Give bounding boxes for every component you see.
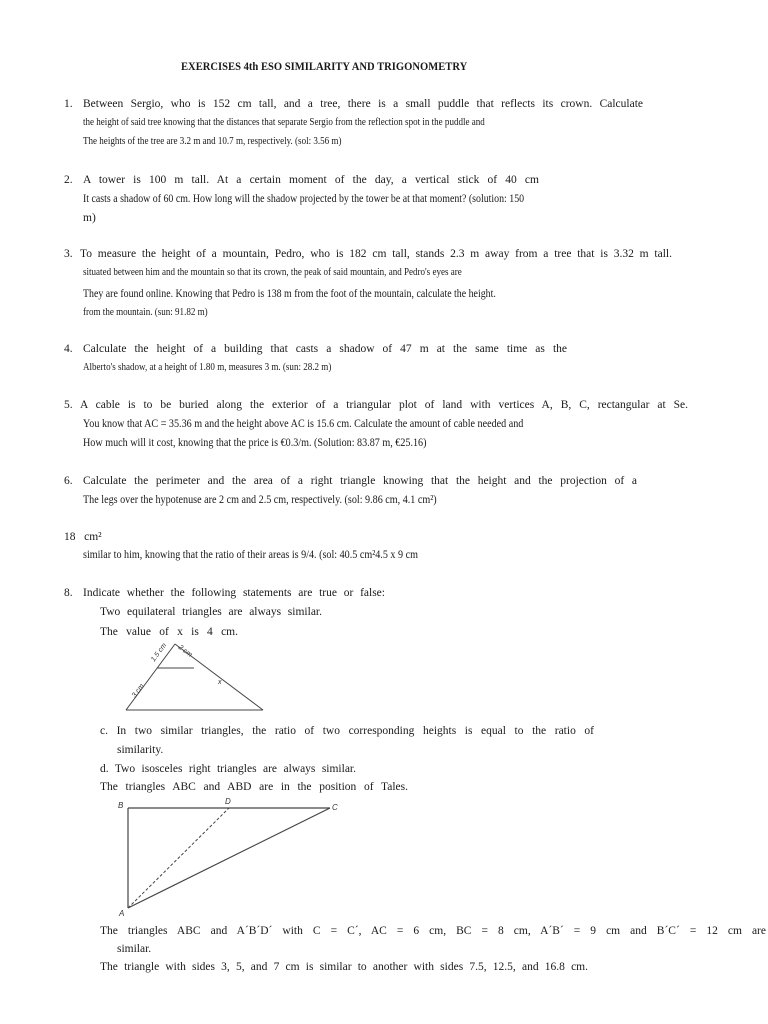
exercise-text-line: Calculate the height of a building that casts a shadow of 47 m at the same time as the bbox=[83, 343, 567, 355]
label-right-top: 2 cm bbox=[176, 644, 194, 659]
segment-ac bbox=[128, 808, 330, 908]
statement-g: The triangle with sides 3, 5, and 7 cm is similar to another with sides 7.5, 12.5, and 16.8 cm. bbox=[100, 961, 588, 973]
exercise-text-line: similar to him, knowing that the ratio of their areas is 9/4. (sol: 40.5 cm²4.5 x 9 cm bbox=[83, 549, 418, 561]
statement-f: The triangles ABC and A´B´D´ with C = C´, AC = 6 cm, BC = 8 cm, A´B´ = 9 cm and B´C´ = 12 cm are bbox=[100, 925, 766, 937]
exercise-text-line: It casts a shadow of 60 cm. How long will the shadow projected by the tower be at that moment? (solution: 150 bbox=[83, 193, 525, 205]
exercise-number: 4. bbox=[64, 343, 73, 355]
vertex-b-label: B bbox=[118, 801, 124, 810]
exercise-text-line: m) bbox=[83, 212, 96, 224]
statement-d: d. Two isosceles right triangles are always similar. bbox=[100, 763, 356, 775]
exercise-text-line: They are found online. Knowing that Pedro is 138 m from the foot of the mountain, calculate the height. bbox=[83, 288, 496, 300]
vertex-c-label: C bbox=[332, 803, 338, 812]
statement-e: The triangles ABC and ABD are in the position of Tales. bbox=[100, 781, 408, 793]
exercise-number: 3. bbox=[64, 248, 73, 260]
exercise-text-line: Between Sergio, who is 152 cm tall, and a tree, there is a small puddle that reflects its crown. Calculate bbox=[83, 98, 643, 110]
triangle-left-side bbox=[126, 644, 175, 710]
label-left-top: 1.5 cm bbox=[150, 642, 169, 664]
segment-ad bbox=[128, 808, 229, 908]
exercise-number: 1. bbox=[64, 98, 73, 110]
vertex-d-label: D bbox=[225, 797, 231, 806]
exercise-text-line: The heights of the tree are 3.2 m and 10.7 m, respectively. (sol: 3.56 m) bbox=[83, 136, 342, 147]
statement-c-continued: similarity. bbox=[117, 744, 164, 756]
exercise-number: 5. bbox=[64, 399, 73, 411]
exercise-number: 6. bbox=[64, 475, 73, 487]
label-left-bottom: 3 cm bbox=[131, 682, 146, 700]
exercise-text-line: A tower is 100 m tall. At a certain moment of the day, a vertical stick of 40 cm bbox=[83, 174, 539, 186]
similar-triangles-figure bbox=[120, 640, 270, 715]
page-title: EXERCISES 4th ESO SIMILARITY AND TRIGONOMETRY bbox=[181, 61, 468, 73]
statement-b: The value of x is 4 cm. bbox=[100, 626, 238, 638]
exercise-number: 2. bbox=[64, 174, 73, 186]
exercise-text-line: Indicate whether the following statements are true or false: bbox=[83, 587, 385, 599]
vertex-a-label: A bbox=[119, 909, 125, 918]
statement-a: Two equilateral triangles are always similar. bbox=[100, 606, 322, 618]
exercise-text-line: the height of said tree knowing that the distances that separate Sergio from the reflection spot in the puddle and bbox=[83, 117, 485, 128]
exercise-number: 8. bbox=[64, 587, 73, 599]
exercise-text-line: To measure the height of a mountain, Pedro, who is 182 cm tall, stands 2.3 m away from a tree that is 3.32 m tall. bbox=[80, 248, 672, 260]
exercise-text-line: How much will it cost, knowing that the price is €0.3/m. (Solution: 83.87 m, €25.16) bbox=[83, 437, 427, 449]
label-right-bottom: x bbox=[218, 679, 222, 686]
exercise-text-line: Calculate the perimeter and the area of a right triangle knowing that the height and the projection of a bbox=[83, 475, 637, 487]
statement-f-continued: similar. bbox=[117, 943, 152, 955]
statement-c: c. In two similar triangles, the ratio of two corresponding heights is equal to the ratio of bbox=[100, 725, 594, 737]
tales-triangles-figure bbox=[118, 796, 358, 916]
exercise-text-line: situated between him and the mountain so that its crown, the peak of said mountain, and Pedro's eyes are bbox=[83, 267, 462, 278]
exercise-text-line: The legs over the hypotenuse are 2 cm and 2.5 cm, respectively. (sol: 9.86 cm, 4.1 cm²) bbox=[83, 494, 437, 506]
exercise-text-line: You know that AC = 35.36 m and the height above AC is 15.6 cm. Calculate the amount of cable needed and bbox=[83, 418, 524, 430]
exercise-text-line: Alberto's shadow, at a height of 1.80 m, measures 3 m. (sun: 28.2 m) bbox=[83, 362, 332, 373]
exercise-text-line: A cable is to be buried along the exterior of a triangular plot of land with vertices A, B, C, rectangular at Se. bbox=[80, 399, 688, 411]
exercise-text-line: from the mountain. (sun: 91.82 m) bbox=[83, 307, 208, 318]
exercise-text-line: 18 cm² bbox=[64, 531, 102, 543]
